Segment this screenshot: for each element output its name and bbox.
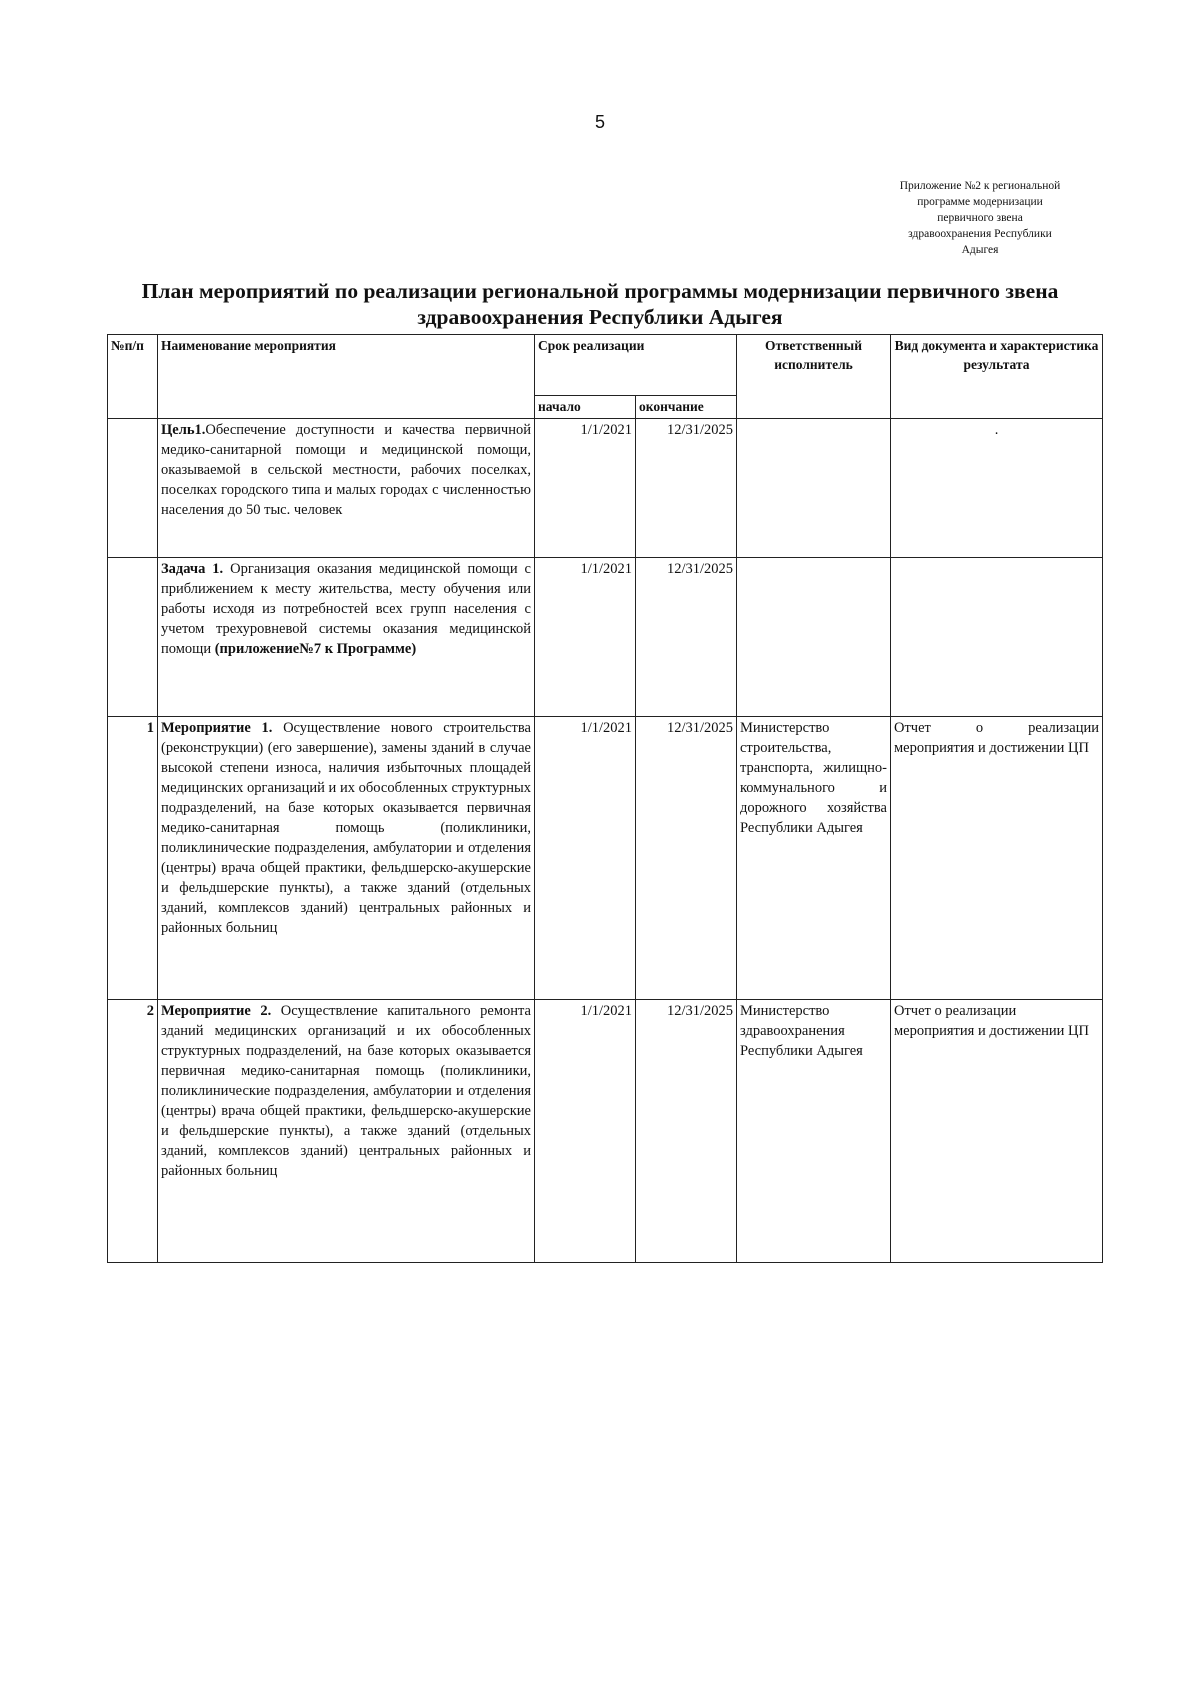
row-name	[158, 717, 535, 1000]
row-responsible	[737, 558, 891, 717]
table-row	[108, 717, 1103, 1000]
row-responsible	[737, 419, 891, 558]
row-result	[891, 558, 1103, 717]
header-end: окончание	[636, 396, 737, 419]
appendix-line: первичного звена	[937, 212, 1023, 224]
header-start: начало	[535, 396, 636, 419]
row-name	[158, 1000, 535, 1263]
appendix-line: программе модернизации	[917, 196, 1043, 208]
row-num	[108, 419, 158, 558]
appendix-line: здравоохранения Республики	[908, 228, 1052, 240]
row-num: 2	[108, 1000, 158, 1263]
row-responsible: Министерство здравоохранения Республики Адыгея	[737, 1000, 891, 1263]
table-header-row	[108, 335, 1103, 396]
row-result: Отчет о реализации мероприятия и достижении ЦП	[891, 1000, 1103, 1263]
header-result: Вид документа и характеристика результата	[891, 335, 1103, 419]
page-number: 5	[594, 112, 605, 132]
row-name-text: Осуществление нового строительства (реконструкции) (его завершение), замены зданий в случае высокой степени износа, наличия избыточных площадей медицинских организаций и их обособленных структурных подразделений, на базе которых оказывается первичная медико-санитарная помощь (поликлиники, поликлинические подразделения, амбулатории и отделения (центры) врача общей практики, фельдшерско-акушерские и фельдшерские пункты), а также зданий (отдельных зданий, комплексов зданий) центральных районных и районных больниц	[161, 720, 531, 936]
row-name-text: Обеспечение доступности и качества первичной медико-санитарной помощи и медицинской помощи, оказываемой в сельской местности, рабочих поселках, поселках городского типа и малых городах с численностью населения до 50 тыс. человек	[161, 422, 531, 518]
row-num: 1	[108, 717, 158, 1000]
row-num	[108, 558, 158, 717]
plan-table	[107, 334, 1103, 1263]
row-name-text: Организация оказания медицинской помощи с приближением к месту жительства, месту обучения или работы исходя из потребностей всех групп населения с учетом трехуровневой системы оказания медицинской помощи	[161, 561, 531, 657]
row-name	[158, 558, 535, 717]
row-name-label: Мероприятие 2.	[161, 1003, 272, 1019]
row-end: 12/31/2025	[636, 717, 737, 1000]
table-row	[108, 419, 1103, 558]
row-name-label: Цель1.	[161, 422, 206, 438]
header-period: Срок реализации	[535, 335, 737, 396]
header-responsible: Ответственный исполнитель	[737, 335, 891, 419]
row-name-reference: (приложение№7 к Программе)	[214, 641, 417, 657]
document-title	[100, 278, 1100, 330]
row-responsible: Министерство строительства, транспорта, жилищно-коммунального и дорожного хозяйства Республики Адыгея	[737, 717, 891, 1000]
title-line-2: здравоохранения Республики Адыгея	[417, 305, 783, 329]
row-name	[158, 419, 535, 558]
row-end: 12/31/2025	[636, 558, 737, 717]
row-end: 12/31/2025	[636, 419, 737, 558]
appendix-line: Адыгея	[961, 244, 999, 256]
title-line-1: План мероприятий по реализации региональной программы модернизации первичного звена	[141, 279, 1059, 303]
table-row	[108, 558, 1103, 717]
table-row	[108, 1000, 1103, 1263]
row-start: 1/1/2021	[535, 558, 636, 717]
row-result: .	[891, 419, 1103, 558]
row-start: 1/1/2021	[535, 1000, 636, 1263]
row-start: 1/1/2021	[535, 419, 636, 558]
row-name-label: Задача 1.	[161, 561, 224, 577]
row-result: Отчет о реализации мероприятия и достижении ЦП	[891, 717, 1103, 1000]
appendix-note	[870, 178, 1090, 258]
row-name-text: Осуществление капитального ремонта зданий медицинских организаций и их обособленных структурных подразделений, на базе которых оказывается первичная медико-санитарная помощь (поликлиники, поликлинические подразделения, амбулатории и отделения (центры) врача общей практики, фельдшерско-акушерские и фельдшерские пункты), а также зданий (отдельных зданий, комплексов зданий) центральных районных и районных больниц	[161, 1003, 531, 1179]
row-start: 1/1/2021	[535, 717, 636, 1000]
row-end: 12/31/2025	[636, 1000, 737, 1263]
row-name-label: Мероприятие 1.	[161, 720, 273, 736]
appendix-line: Приложение №2 к региональной	[899, 180, 1061, 192]
header-num: №п/п	[108, 335, 158, 419]
header-name: Наименование мероприятия	[158, 335, 535, 419]
